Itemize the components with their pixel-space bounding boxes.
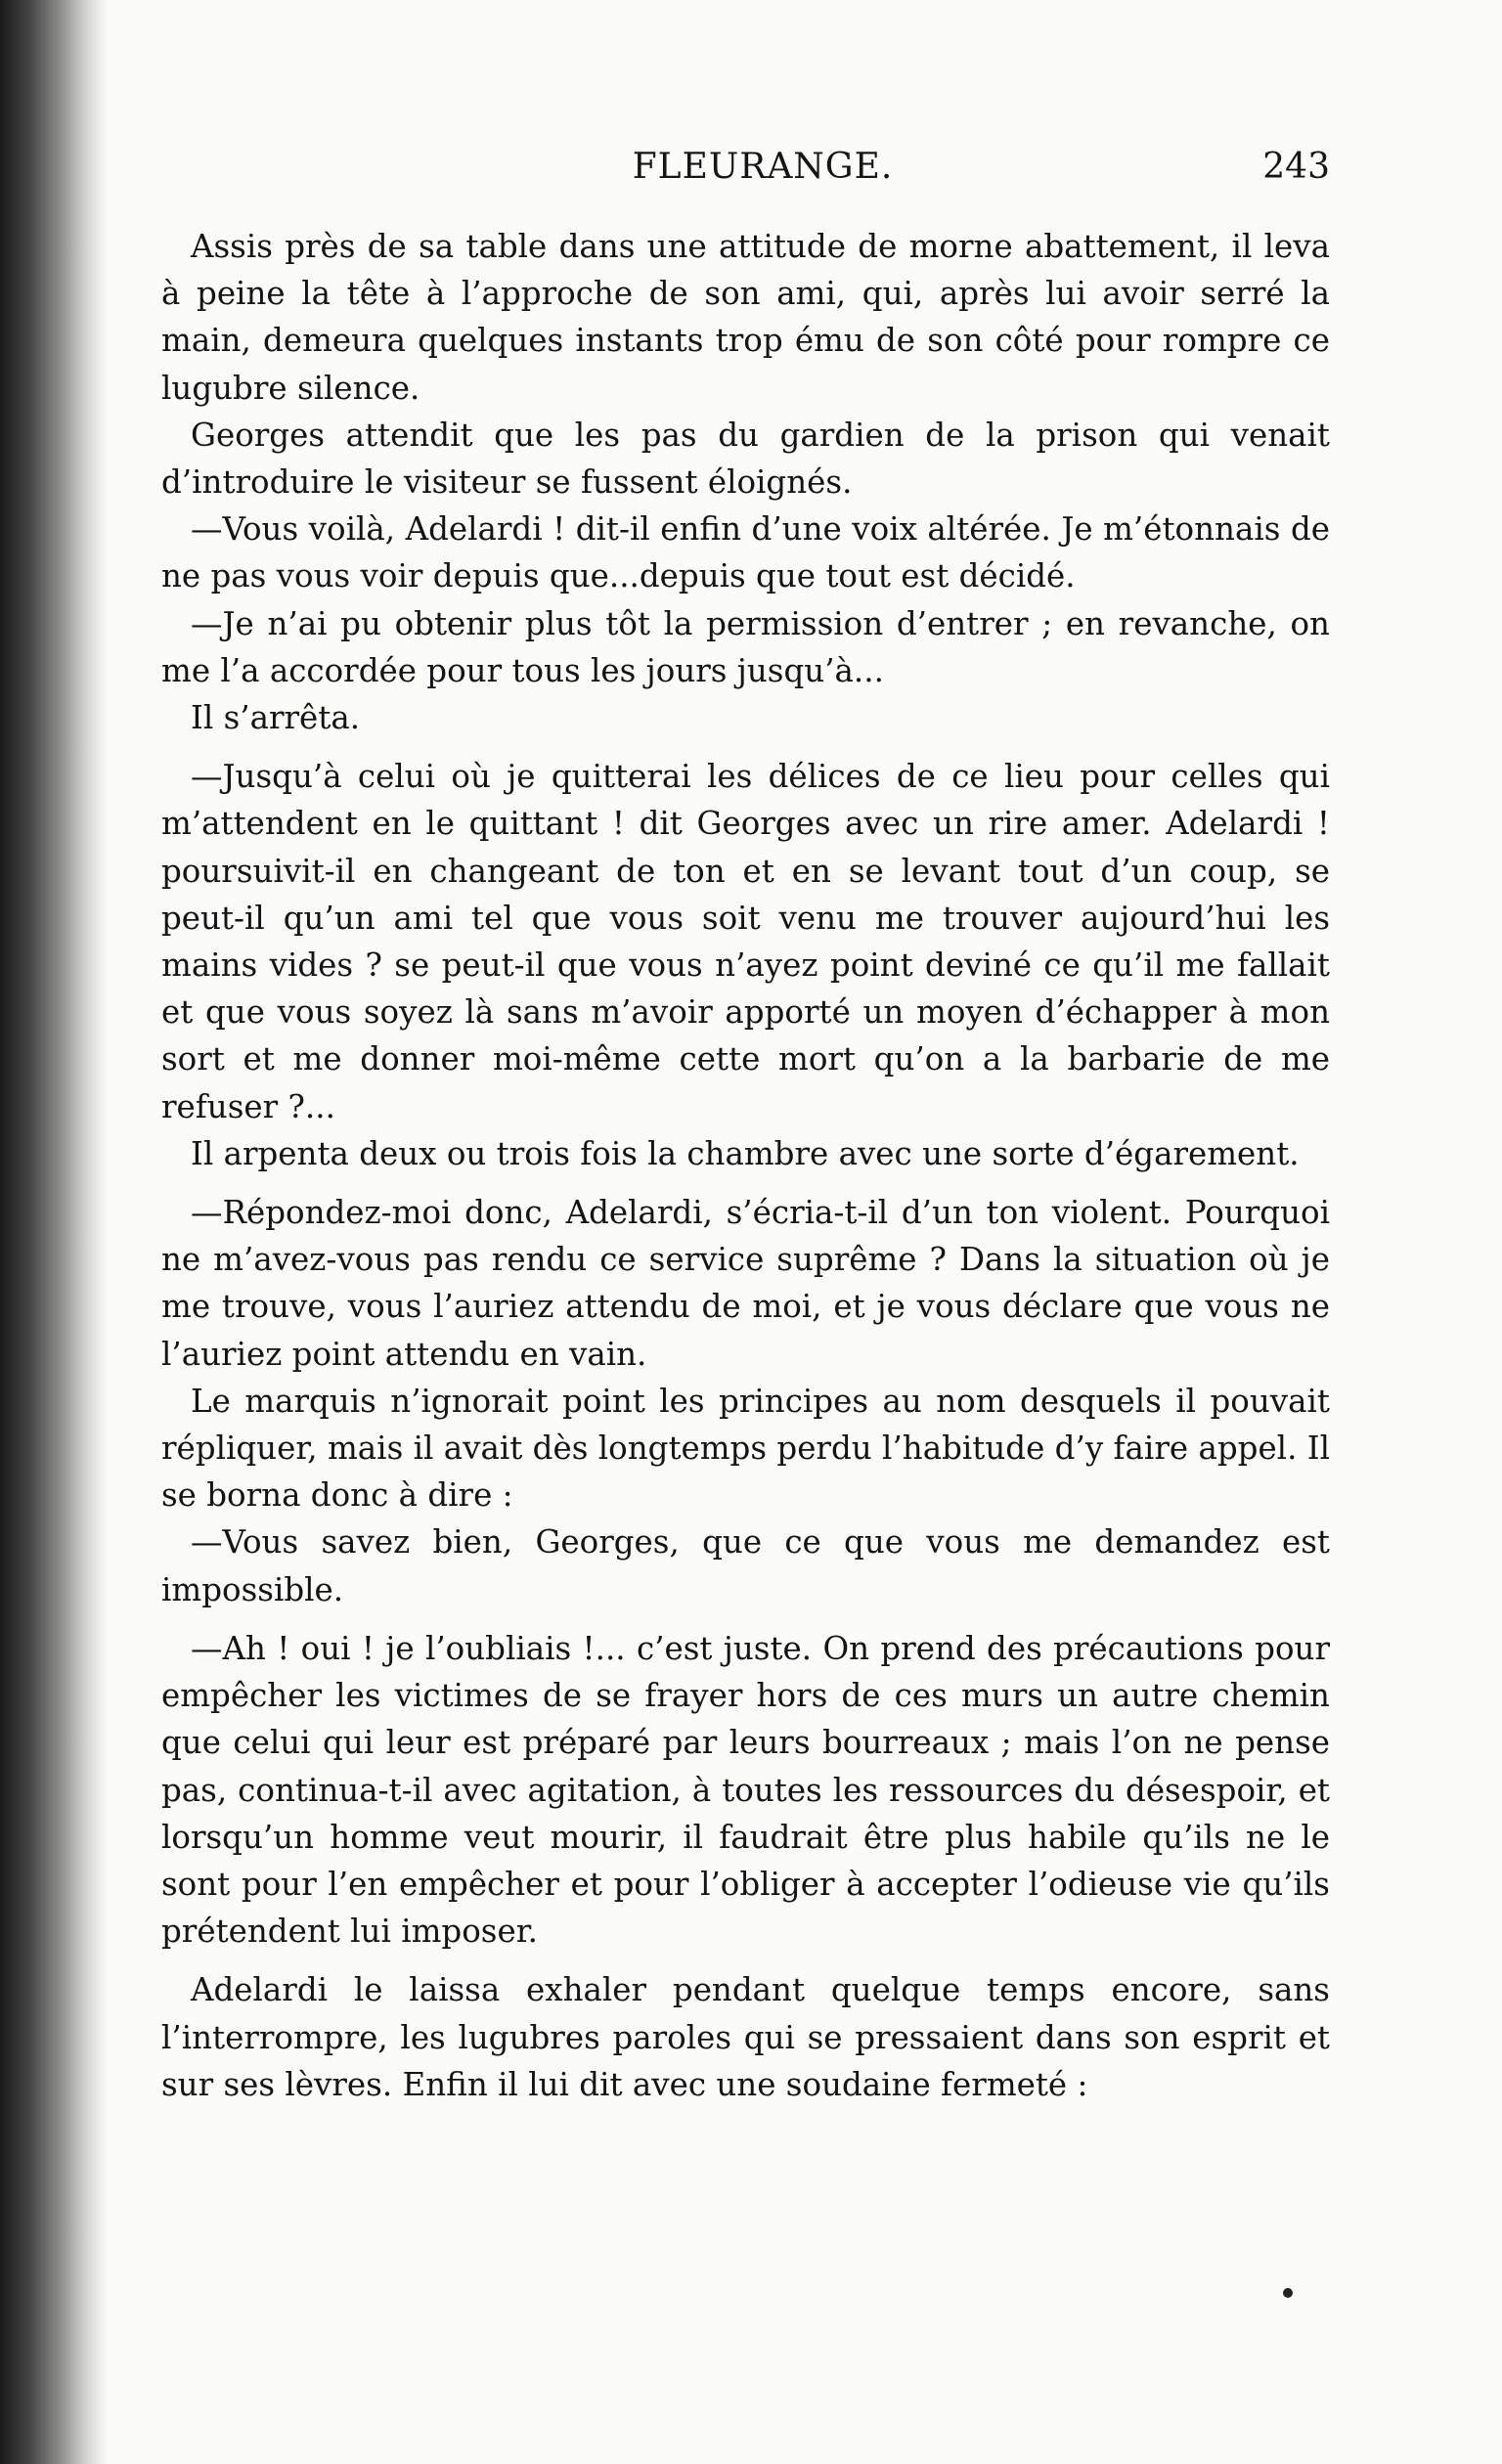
paragraph: —Vous voilà, Adelardi ! dit-il enfin d’une voix altérée. Je m’étonnais de ne pas vous voir depuis que...depuis que tout est décidé.: [161, 510, 1330, 595]
paragraph: Il s’arrêta.: [191, 699, 361, 737]
paragraph: Le marquis n’ignorait point les principes au nom desquels il pouvait répliquer, mais il avait dès longtemps perdu l’habitude d’y faire appel. Il se borna donc à dire :: [161, 1382, 1330, 1515]
body-text: [161, 223, 1330, 2108]
paragraph: —Vous savez bien, Georges, que ce que vous me demandez est impossible.: [161, 1523, 1330, 1608]
paragraph: —Jusqu’à celui où je quitterai les délices de ce lieu pour celles qui m’attendent en le quittant ! dit Georges avec un rire amer. Adelardi ! poursuivit-il en changeant de ton et en se levant tout d’un coup, se peut-il qu’un ami tel que vous soit venu me trouver aujourd’hui les mains vides ? se peut-il que vous n’ayez point deviné ce qu’il me fallait et que vous soyez là sans m’avoir apporté un moyen d’échapper à mon sort et me donner moi-même cette mort qu’on a la barbarie de me refuser ?...: [161, 758, 1330, 1125]
ink-speck: [1283, 2288, 1293, 2298]
page-number: 243: [1262, 147, 1330, 187]
paragraph: Adelardi le laissa exhaler pendant quelque temps encore, sans l’interrompre, les lugubres paroles qui se pressaient dans son esprit et sur ses lèvres. Enfin il lui dit avec une soudaine fermeté :: [161, 1971, 1330, 2103]
running-title: FLEURANGE.: [632, 147, 894, 187]
paragraph: Assis près de sa table dans une attitude de morne abattement, il leva à peine la tête à l’approche de son ami, qui, après lui avoir serré la main, demeura quelques instants trop ému de son côté pour rompre ce lugubre silence.: [161, 228, 1330, 407]
paragraph: —Je n’ai pu obtenir plus tôt la permission d’entrer ; en revanche, on me l’a accordée pour tous les jours jusqu’à...: [161, 604, 1330, 689]
paragraph: —Répondez-moi donc, Adelardi, s’écria-t-il d’un ton violent. Pourquoi ne m’avez-vous pas rendu ce service suprême ? Dans la situation où je me trouve, vous l’auriez attendu de moi, et je vous déclare que vous ne l’auriez point attendu en vain.: [161, 1194, 1330, 1373]
book-spine-shadow: [0, 0, 108, 2464]
paragraph: —Ah ! oui ! je l’oubliais !... c’est juste. On prend des précautions pour empêcher les victimes de se frayer hors de ces murs un autre chemin que celui qui leur est préparé par leurs bourreaux ; mais l’on ne pense pas, continua-t-il avec agitation, à toutes les ressources du désespoir, et lorsqu’un homme veut mourir, il faudrait être plus habile qu’ils ne le sont pour l’en empêcher et pour l’obliger à accepter l’odieuse vie qu’ils prétendent lui imposer.: [161, 1629, 1330, 1951]
page-header: [196, 147, 1330, 205]
paragraph: Il arpenta deux ou trois fois la chambre avec une sorte d’égarement.: [191, 1134, 1300, 1172]
paragraph: Georges attendit que les pas du gardien de la prison qui venait d’introduire le visiteur se fussent éloignés.: [161, 416, 1330, 502]
